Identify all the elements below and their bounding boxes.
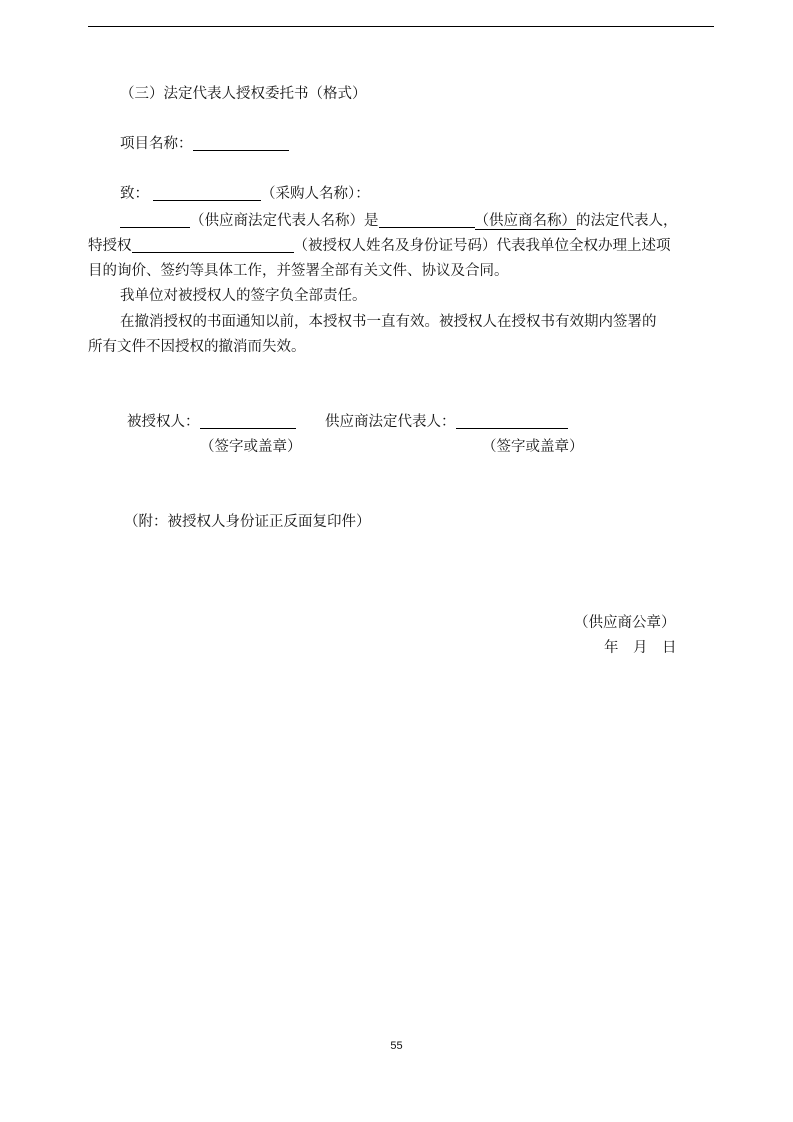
recipient-row	[120, 184, 370, 204]
sign-hint-left: （签字或盖章）	[200, 439, 302, 455]
attachment-note: （附：被授权人身份证正反面复印件）	[124, 514, 371, 530]
authorize-label: 特授权	[88, 238, 132, 254]
paragraph-line-4: 我单位对被授权人的签字负全部责任。	[120, 288, 367, 304]
project-name-label: 项目名称：	[120, 136, 193, 152]
grantee-signature-blank[interactable]	[200, 412, 296, 429]
project-name-blank[interactable]	[193, 134, 289, 151]
supplier-name-hint: （供应商名称）	[474, 213, 576, 229]
page-number: 55	[390, 1040, 403, 1052]
recipient-hint: （采购人名称）：	[261, 186, 370, 202]
project-name-row	[120, 134, 289, 154]
paragraph-line-6: 所有文件不因授权的撤消而失效。	[88, 339, 306, 355]
supplier-name-blank[interactable]	[379, 211, 475, 228]
legal-rep-signature-row	[325, 412, 568, 432]
legal-rep-label: 供应商法定代表人：	[325, 414, 456, 430]
paragraph-line-5: 在撤消授权的书面通知以前，本授权书一直有效。被授权人在授权书有效期内签署的	[120, 314, 657, 330]
legal-rep-name-blank[interactable]	[120, 211, 190, 228]
grantee-info-blank[interactable]	[132, 236, 294, 253]
sign-hint-right: （签字或盖章）	[482, 439, 584, 455]
grantee-signature-row	[127, 412, 296, 432]
header-rule	[88, 26, 714, 27]
recipient-blank[interactable]	[153, 184, 261, 201]
paragraph-line-3: 目的询价、签约等具体工作，并签署全部有关文件、协议及合同。	[88, 263, 509, 279]
paragraph-line-1	[120, 211, 678, 231]
recipient-label: 致：	[120, 186, 149, 202]
grantee-info-hint: （被授权人姓名及身份证号码）代表我单位全权办理上述项	[293, 238, 671, 254]
legal-rep-name-hint: （供应商法定代表人名称）是	[190, 213, 379, 229]
section-title: （三）法定代表人授权委托书（格式）	[120, 86, 367, 102]
date-line: 年 月 日	[604, 640, 677, 656]
paragraph-line-2	[88, 236, 671, 256]
legal-rep-signature-blank[interactable]	[456, 412, 568, 429]
legal-rep-suffix: 的法定代表人，	[576, 213, 678, 229]
grantee-label: 被授权人：	[127, 414, 200, 430]
supplier-seal-label: （供应商公章）	[574, 615, 676, 631]
